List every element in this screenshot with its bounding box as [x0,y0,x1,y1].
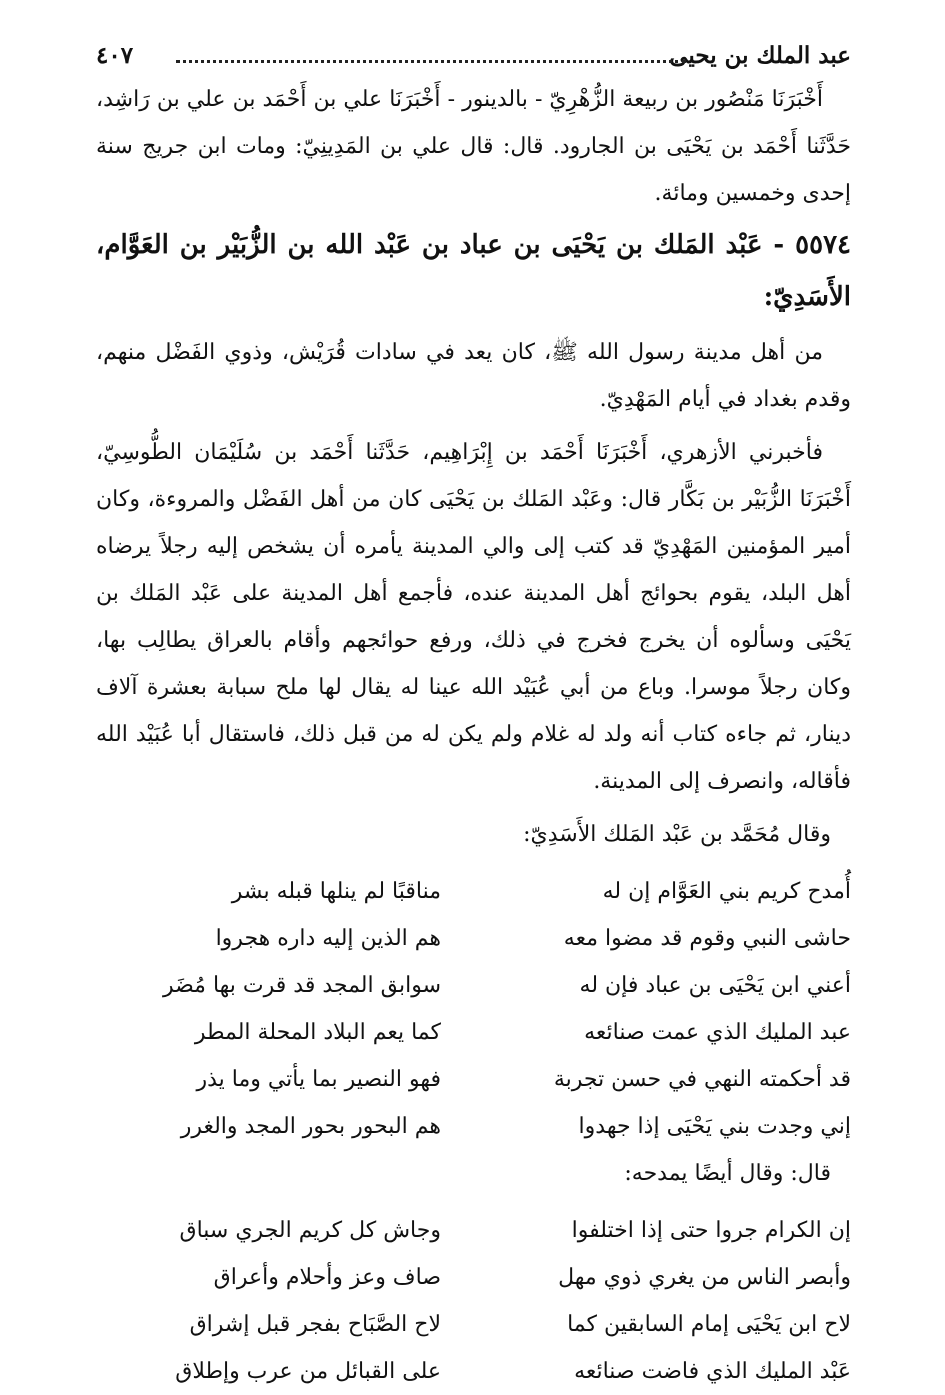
verse-first-hemistich: أعني ابن يَحْيَى بن عباد فإن له [579,973,851,998]
entry-heading: ٥٥٧٤ - عَبْد المَلك بن يَحْيَى بن عباد بن عَبْد الله بن الزُّبَيْر بن العَوَّام، الأَسَدِيّ: [96,230,851,312]
page-header [96,36,851,76]
page [96,36,851,1395]
verse-second-hemistich: مناقبًا لم ينلها قبله بشر [231,879,441,904]
verse [96,962,851,1009]
verse-first-hemistich: عَبْد المليك الذي فاضت صنائعه [574,1359,851,1384]
verse-first-hemistich: لاح ابن يَحْيَى إمام السابقين كما [567,1312,851,1337]
verse-second-hemistich: وجاش كل كريم الجري سباق [179,1218,441,1243]
poem-2 [96,1207,851,1395]
verse-second-hemistich: هم البحور بحور المجد والغرر [180,1114,441,1139]
verse-first-hemistich: وأبصر الناس من يغري ذوي مهل [558,1265,851,1290]
verse-first-hemistich: أُمدح كريم بني العَوَّام إن له [602,879,851,904]
bio-paragraph: من أهل مدينة رسول الله ﷺ، كان يعد في سادات قُرَيْش، وذوي الفَضْل منهم، وقدم بغداد في أيام المَهْدِيّ. [96,340,851,412]
isnad-paragraph: أَخْبَرَنَا مَنْصُور بن ربيعة الزُّهْرِيّ - بالدينور - أَخْبَرَنَا علي بن أَحْمَد بن علي بن رَاشِد، حَدَّثَنا أَحْمَد بن يَحْيَى بن الجارود. قال: قال علي بن المَدِينِيّ: ومات ابن جريج سنة إحدى وخمسين ومائة. [96,87,851,206]
verse-first-hemistich: قد أحكمته النهي في حسن تجربة [553,1067,851,1092]
verse [96,1348,851,1395]
verse-first-hemistich: حاشى النبي وقوم قد مضوا معه [563,926,851,951]
spacer [96,858,851,868]
verse-second-hemistich: على القبائل من عرب وإطلاق [175,1359,441,1384]
verse [96,915,851,962]
page-number: ٤٠٧ [96,42,134,69]
verse [96,1009,851,1056]
verse-second-hemistich: كما يعم البلاد المحلة المطر [194,1020,441,1045]
verse-second-hemistich: صاف وعز وأحلام وأعراق [213,1265,441,1290]
poem-1 [96,868,851,1150]
spacer [96,1197,851,1207]
verse-second-hemistich: فهو النصير بما يأتي وما يذر [196,1067,441,1092]
verse [96,1056,851,1103]
verse-second-hemistich: سوابق المجد قد قرت بها مُضَر [162,973,441,998]
verse [96,868,851,915]
verse-first-hemistich: عبد المليك الذي عمت صنائعه [584,1020,851,1045]
verse-second-hemistich: هم الذين إليه داره هجروا [215,926,441,951]
poem-intro: وقال مُحَمَّد بن عَبْد المَلك الأَسَدِيّ: [523,822,831,847]
poem-intro: قال: وقال أيضًا يمدحه: [624,1161,831,1186]
verse-second-hemistich: لاح الصَّبَاح بفجر قبل إشراق [189,1312,441,1337]
verse-first-hemistich: إن الكرام جروا حتى إذا اختلفوا [571,1218,851,1243]
verse [96,1207,851,1254]
verse [96,1301,851,1348]
verse [96,1254,851,1301]
narration-paragraph: فأخبرني الأزهري، أَخْبَرَنَا أَحْمَد بن إِبْرَاهِيم، حَدَّثَنا أَحْمَد بن سُلَيْمَان الطُّوسِيّ، أَخْبَرَنَا الزُّبَيْر بن بَكَّار قال: وعَبْد المَلك بن يَحْيَى كان من أهل الفَضْل والمروءة، وكان أمير المؤمنين المَهْدِيّ قد كتب إلى والي المدينة يأمره أن يشخص إليه رجلاً يرضاه أهل البلد، يقوم بحوائج أهل المدينة عنده، فأجمع أهل المدينة على عَبْد المَلك بن يَحْيَى وسألوه أن يخرج فخرج في ذلك، ورفع حوائجهم وأقام بالعراق يطالِب بها، وكان رجلاً موسرا. وباع من أبي عُبَيْد الله عينا له يقال لها ملح سبابة بعشرة آلاف دينار، ثم جاءه كتاب أنه ولد له غلام ولم يكن له من قبل ذلك، فاستقال أبا عُبَيْد الله فأقاله، وانصرف إلى المدينة. [96,440,852,794]
verse [96,1103,851,1150]
dotted-leader [176,60,686,63]
running-title: عبد الملك بن يحيى [669,42,851,69]
verse-first-hemistich: إني وجدت بني يَحْيَى إذا جهدوا [578,1114,851,1139]
